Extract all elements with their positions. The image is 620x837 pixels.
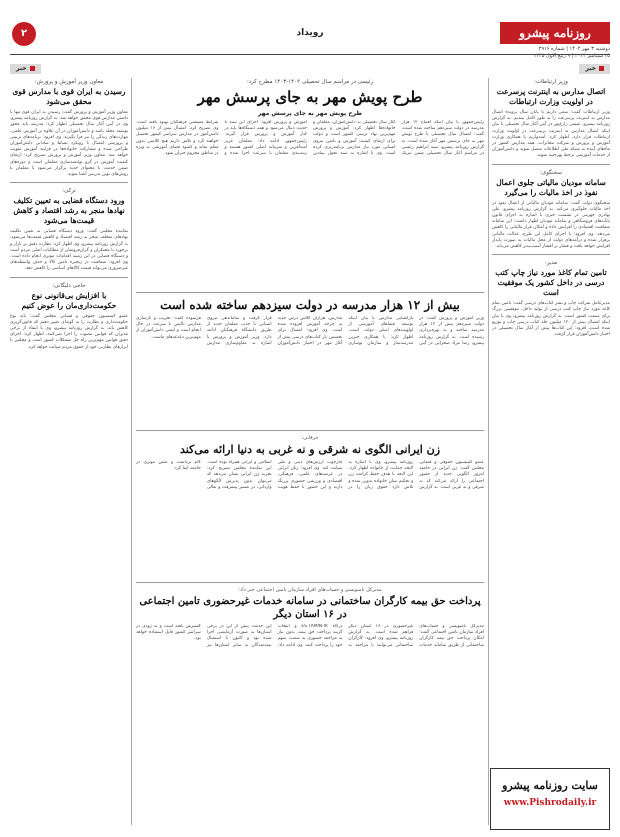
article-body: عضو کمیسیون حقوقی و قضایی مجلس گفت: باید نوع حکومت‌داری و نظارت را به گونه‌ای تغییر دهیم که قانون‌گریزی کاهش یابد. به گزارش روزنامه پیشرو، وی با انتقاد از برخی مدیران که قوانین مصوب را اجرا نمی‌کنند، اظهار کرد: اجرای دقیق قوانین مهم‌ترین راه حل مشکلات کشور است و مجلس با ابزارهای نظارتی خود از حقوق مردم صیانت خواهد کرد. — [10, 313, 128, 350]
article-body: سخنگوی دولت گفت: سامانه مودیان مالیاتی از اعمال نفوذ در اخذ مالیات جلوگیری می‌کند. به گزارش روزنامه پیشرو، علی بهادری جهرمی در نشست خبری با اشاره به اجرای قانون پایانه‌های فروشگاهی و سامانه مودیان اظهار داشت: این سامانه شفافیت اقتصادی را افزایش داده و امکان فرار مالیاتی را کاهش می‌دهد. وی افزود: با اجرای کامل این طرح، عدالت مالیاتی برقرار شده و درآمدهای دولت از محل مالیات به صورت پایدار افزایش خواهد یافت و فشار بر اقشار آسیب‌پذیر کاهش می‌یابد. — [492, 200, 610, 250]
article-body: نماینده مجلس گفت: ورود دستگاه قضایی به تعیین تکلیف نهادهای متخلف منجر به رشد اقتصاد و کاهش قیمت‌ها می‌شود. به گزارش روزنامه پیشرو، وی اظهار کرد: نظارت دقیق بر بازار و برخورد با محتکران و گران‌فروشان از مطالبات اصلی مردم است و دستگاه قضایی در این زمینه اقدامات موثری انجام داده است. وی افزود: شفافیت در زنجیره تامین کالا و حذف واسطه‌های غیرضروری می‌تواند قیمت کالاهای اساسی را کاهش دهد. — [10, 229, 128, 272]
article-kicker: ترکی: — [62, 188, 76, 195]
article-body: وزیر ارتباطات گفت: سعی داریم تا پایان سال پرونده اتصال مدارس به اینترنت پرسرعت را به طور کامل ببندیم. به گزارش روزنامه پیشرو، عیسی زارع‌پور در آیین آغاز سال تحصیلی با بیان اینکه اتصال مدارس به اینترنت پرسرعت در اولویت وزارت ارتباطات قرار دارد، اظهار کرد: امیدواریم با همکاری وزارت آموزش و پرورش و شرکت مخابرات، همه مدارس کشور در ماه‌های آینده به شبکه ملی اطلاعات متصل شوند و دانش‌آموزان از خدمات آموزشی برخط بهره‌مند شوند. — [492, 110, 610, 159]
article-kicker: وزیر ارتباطات: — [534, 79, 568, 85]
article-kicker: سخنگوی: — [540, 169, 562, 176]
website-ad — [490, 768, 610, 830]
header-rule — [10, 54, 610, 55]
square-bullet-icon — [599, 66, 604, 71]
article-headline: سامانه مودیان مالیاتی جلوی اعمال نفوذ در اخذ مالیات را می‌گیرد — [496, 177, 606, 197]
section-title: رویداد — [296, 28, 324, 38]
main-area — [136, 78, 484, 828]
article-divider — [492, 164, 610, 165]
article-headline: ورود دستگاه قضایی به تعیین تکلیف نهادها منجر به رشد اقتصاد و کاهش قیمت‌ها می‌شود — [13, 196, 125, 226]
news-tab-left — [10, 64, 41, 74]
ad-url[interactable]: www.Pishrodaily.ir — [503, 798, 597, 808]
article-body: مدیرعامل شرکت چاپ و نشر کتاب‌های درسی گفت: تامین تمام کاغذ مورد نیاز چاپ کتب درسی از تولید داخل، موفقیتی بزرگ برای صنعت کشور است. به گزارش روزنامه پیشرو، وی با بیان اینکه امسال بیش از ۱۲۰ میلیون جلد کتاب درسی چاپ و توزیع شده است، افزود: این کتاب‌ها پیش از آغاز سال تحصیلی در اختیار دانش‌آموزان قرار گرفت. — [492, 301, 610, 338]
news-tab-right — [579, 64, 610, 74]
article-kicker: معاون وزیر آموزش و پرورش: — [34, 79, 104, 85]
date-line-gregorian: ۲۵ سپتامبر ۲۰۲۳ | ۹ ربیع الاول ۱۴۴۵ — [533, 53, 610, 59]
lead-body: رئیس‌جمهور با بیان اینکه افتتاح ۱۲ هزار مدرسه در دولت سیزدهم ساخته شده است، گفت: امسال سال تحصیلی با طرح پویش مهر به جای پرسش مهر آغاز شده است. به گزارش روزنامه پیشرو، سید ابراهیم رئیسی در مراسم آغاز سال تحصیلی ضمن تبریک آغاز سال تحصیلی به دانش‌آموزان، معلمان و خانواده‌ها اظهار کرد: آموزش و پرورش مهم‌ترین نهاد تربیتی کشور است و دولت برای ارتقای کیفیت آموزش و تامین نیروی انسانی مورد نیاز مدارس برنامه‌ریزی کرده است. وی با اشاره به سند تحول بنیادین آموزش و پرورش افزود: اجرای این سند با جدیت دنبال می‌شود و همه دستگاه‌ها باید در کنار آموزش و پرورش قرار گیرند. رئیس‌جمهور ادامه داد: معلمان عزیز امیدآفرین و سرمایه اصلی کشور هستند و رتبه‌بندی معلمان با سرعت اجرا شده و شرایط معیشتی فرهنگیان بهبود یافته است. وی تصریح کرد: امسال بیش از ۱۶ میلیون دانش‌آموز در مدارس سراسر کشور تحصیل خواهند کرد و تلاش داریم هیچ کلاسی بدون معلم نماند و کمبود فضای آموزشی به ویژه در مناطق محروم جبران شود. — [136, 120, 484, 157]
article-body: معاون وزیر آموزش و پرورش گفت: رسیدن به ایران قوی تنها با داشتن مدارس قوی محقق خواهد شد. به گزارش روزنامه پیشرو، وی در آیین آغاز سال تحصیلی اظهار کرد: مدرسه باید محور توسعه محله باشد و دانش‌آموزان در آن علاوه بر آموزش علمی، مهارت‌های زندگی را نیز فرا بگیرند. وی افزود: برنامه‌های تربیتی و پرورشی امسال با رویکرد نشاط و شادابی دانش‌آموزان طراحی شده و مشارکت خانواده‌ها در فرایند آموزش تقویت خواهد شد. معاون وزیر آموزش و پرورش تصریح کرد: ارتقای کیفیت آموزش در گرو توانمندسازی معلمان است و دوره‌های ضمن خدمت با محتوای جدید برگزار می‌شود تا معلمان با روش‌های نوین تدریس آشنا شوند. — [10, 110, 128, 178]
article-headline: بیش از ۱۲ هزار مدرسه در دولت سیزدهم ساخته شده است — [160, 298, 460, 312]
lead-headline: طرح پویش مهر به جای پرسش مهر — [197, 88, 423, 106]
column-divider — [488, 78, 489, 825]
article-headline: با افزایش بی‌قانونی نوع حکومت‌داری‌مان را عوض کنیم — [21, 290, 117, 310]
article-divider — [136, 430, 484, 431]
article-headline: رسیدن به ایران قوی با مدارس قوی محقق می‌شود — [12, 87, 126, 106]
article-headline: اتصال مدارس به اینترنت پرسرعت در اولویت وزارت ارتباطات — [496, 87, 606, 106]
article-kicker: حاجی دلیگانی: — [52, 282, 86, 289]
article-divider — [10, 182, 128, 183]
lead-kicker: رئیسی در مراسم سال تحصیلی ۱۴۰۲-۱۴۰۳ مطرح کرد: — [246, 79, 374, 85]
article-headline: تامین تمام کاغذ مورد نیاز چاپ کتب درسی در داخل کشور یک موفقیت است — [495, 268, 607, 298]
article-kicker: مدیر: — [544, 260, 558, 267]
left-column — [10, 78, 128, 828]
newspaper-logo: روزنامه پیشرو — [500, 22, 610, 44]
article-body: عضو کمیسیون حقوقی و قضایی مجلس گفت: زن ایرانی در جامعه امروز الگویی جدید از حضور اجتماعی را ارائه می‌کند که نه شرقی و نه غربی است. به گزارش روزنامه پیشرو، وی با اشاره به لایحه حمایت از خانواده اظهار کرد: این لایحه با هدف حفظ کرامت زن و تحکیم بنیان خانواده تدوین شده و تلاش دارد حقوق زنان را در چارچوب ارزش‌های دینی و ملی صیانت کند. وی افزود: زنان ایرانی در عرصه‌های علمی، فرهنگی، اقتصادی و ورزشی حضوری پررنگ دارند و این حضور با حفظ هویت اسلامی و ایرانی همراه بوده است. این نماینده مجلس تصریح کرد: تجربه زن ایرانی نشان می‌دهد که می‌توان بدون پذیرش الگوهای وارداتی، در مسیر پیشرفت و تعالی گام برداشت و نقش موثری در جامعه ایفا کرد. — [136, 460, 484, 490]
issue-dates — [470, 46, 610, 60]
page-header — [10, 22, 610, 62]
article-kicker: خرقانی: — [301, 435, 319, 441]
article-kicker: مدیرکل نامنویسی و حساب‌های افراد سازمان تامین اجتماعی خبر داد: — [238, 587, 382, 593]
lead-subheading: طرح پویش مهر به جای پرسش مهر — [257, 110, 363, 117]
date-line-persian: دوشنبه ۳ مهر ۱۴۰۲ | شماره ۲۹۱۶ — [538, 46, 610, 52]
square-bullet-icon — [30, 66, 35, 71]
right-column — [492, 78, 610, 764]
article-divider — [136, 582, 484, 583]
news-tab-left-label: خبر — [16, 65, 27, 72]
column-divider — [131, 78, 132, 825]
article-body: وزیر آموزش و پرورش گفت: در دولت سیزدهم بیش از ۱۲ هزار مدرسه ساخته و به بهره‌برداری رسیده است. به گزارش روزنامه پیشرو، رضا مراد صحرایی در آیین بازگشایی مدارس با بیان اینکه توسعه فضاهای آموزشی از اولویت‌های اصلی دولت است، اظهار کرد: با همکاری خیرین مدرسه‌ساز و سازمان نوسازی مدارس، هزاران کلاس درس جدید به چرخه آموزش افزوده شده است. وی افزود: امسال برای نخستین بار کتاب‌های درسی پیش از آغاز مهر در اختیار دانش‌آموزان قرار گرفت و ساماندهی نیروی انسانی با جذب معلمان جدید از طریق دانشگاه فرهنگیان ادامه دارد. وزیر آموزش و پرورش با اشاره به مقاوم‌سازی مدارس فرسوده گفت: تخریب و بازسازی مدارس ناایمن با سرعت در حال انجام است و ایمنی دانش‌آموزان از مهم‌ترین دغدغه‌های ماست. — [136, 316, 484, 346]
news-tab-right-label: خبر — [585, 65, 596, 72]
article-divider — [136, 292, 484, 293]
article-headline: پرداخت حق بیمه کارگران ساختمانی در سامانه خدمات غیرحضوری تامین اجتماعی در ۱۶ استان دیگر — [139, 596, 481, 620]
article-headline: زن ایرانی الگوی نه شرقی و نه غربی به دنیا ارائه می‌کند — [179, 443, 441, 456]
article-divider — [10, 277, 128, 278]
ad-title: سایت روزنامه پیشرو — [502, 779, 598, 792]
article-divider — [492, 254, 610, 255]
article-body: مدیرکل نامنویسی و حساب‌های افراد سازمان تامین اجتماعی گفت: امکان پرداخت حق بیمه کارگران ساختمانی از طریق سامانه خدمات غیرحضوری در ۱۶ استان دیگر فراهم شده است. به گزارش روزنامه پیشرو، وی افزود: کارگران ساختمانی می‌توانند با مراجعه به درگاه ES.TAMIN.IR و انتخاب گزینه پرداخت حق بیمه، بدون نیاز به مراجعه حضوری به شعب، سهم خود را پرداخت کنند. وی ادامه داد: این خدمت پیش از این در برخی استان‌ها به صورت آزمایشی اجرا شده بود و اکنون با استقبال بیمه‌شدگان به سایر استان‌ها نیز گسترش یافته است و به زودی در سراسر کشور قابل استفاده خواهد بود. — [136, 624, 484, 648]
page-number-badge: ۲ — [12, 22, 36, 46]
